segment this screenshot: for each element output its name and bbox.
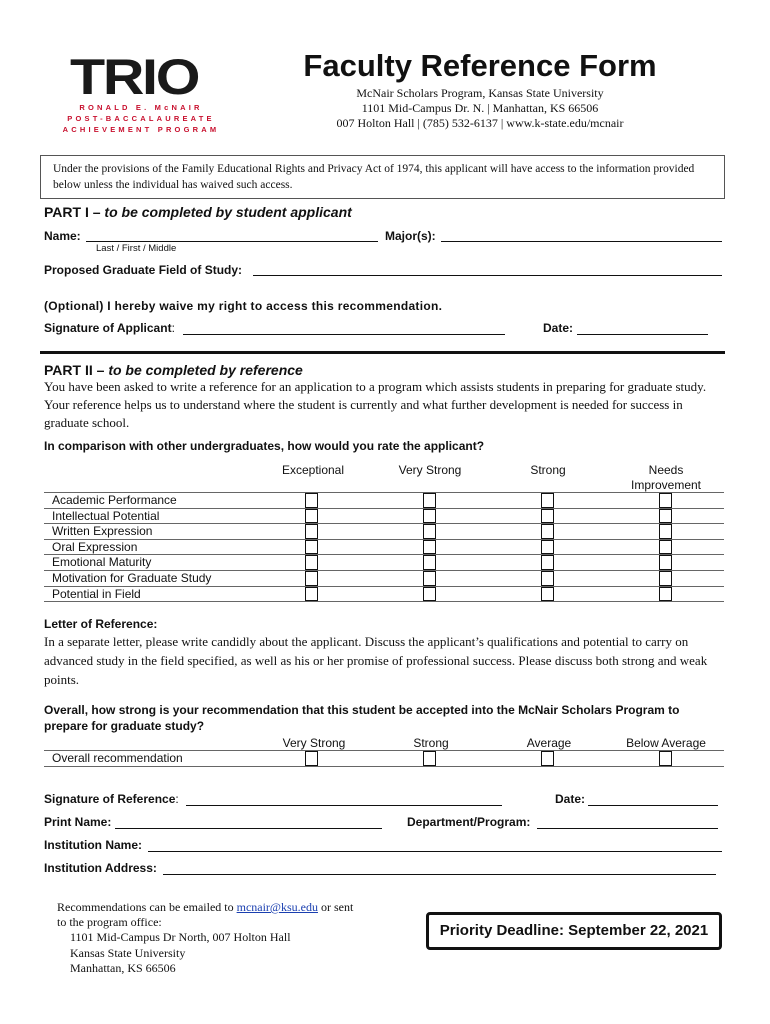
footer-address-1: 1101 Mid-Campus Dr North, 007 Holton Hall bbox=[70, 930, 291, 944]
footer-address-2: Kansas State University bbox=[70, 946, 186, 960]
rating-row-label: Emotional Maturity bbox=[52, 555, 152, 570]
institution-address-label: Institution Address: bbox=[44, 861, 157, 875]
major-field[interactable] bbox=[441, 241, 722, 242]
footer-email-line: Recommendations can be emailed to mcnair@ksu.edu or sent bbox=[57, 900, 354, 914]
rating-checkbox-very-strong[interactable] bbox=[423, 587, 436, 602]
overall-very-strong-checkbox[interactable] bbox=[305, 751, 318, 766]
logo-line-2: POST-BACCALAUREATE bbox=[67, 114, 215, 123]
rating-row-label: Motivation for Graduate Study bbox=[52, 571, 212, 585]
header-contact: 007 Holton Hall | (785) 532-6137 | www.k-state.edu/mcnair bbox=[336, 116, 624, 130]
rating-checkbox-needs-improvement[interactable] bbox=[659, 587, 672, 602]
institution-name-label: Institution Name: bbox=[44, 838, 142, 852]
overall-col-very-strong: Very Strong bbox=[282, 736, 346, 750]
rating-checkbox-strong[interactable] bbox=[541, 493, 554, 508]
rating-row-label: Written Expression bbox=[52, 524, 153, 539]
priority-deadline: Priority Deadline: September 22, 2021 bbox=[426, 912, 722, 950]
overall-col-strong: Strong bbox=[413, 736, 449, 750]
rating-checkbox-strong[interactable] bbox=[541, 540, 554, 555]
overall-row-label: Overall recommendation bbox=[52, 751, 183, 765]
rating-row-label: Oral Expression bbox=[52, 539, 138, 554]
print-name-label: Print Name: bbox=[44, 815, 112, 829]
logo-line-1: RONALD E. McNAIR bbox=[79, 103, 203, 112]
page-title: Faculty Reference Form bbox=[303, 48, 657, 83]
col-very-strong: Very Strong bbox=[398, 463, 462, 477]
logo-line-3: ACHIEVEMENT PROGRAM bbox=[62, 125, 220, 134]
applicant-date-label: Date: bbox=[543, 321, 574, 335]
name-hint: Last / First / Middle bbox=[96, 243, 177, 254]
rating-checkbox-exceptional[interactable] bbox=[305, 555, 318, 570]
department-field[interactable] bbox=[537, 828, 718, 829]
rating-checkbox-exceptional[interactable] bbox=[305, 540, 318, 555]
rating-row-line bbox=[44, 539, 724, 540]
applicant-signature-label: Signature of Applicant: bbox=[44, 321, 175, 335]
rating-checkbox-exceptional[interactable] bbox=[305, 524, 318, 539]
email-link[interactable]: mcnair@ksu.edu bbox=[236, 900, 318, 914]
rating-checkbox-strong[interactable] bbox=[541, 571, 554, 586]
rating-question: In comparison with other undergraduates, how would you rate the applicant? bbox=[44, 439, 485, 453]
footer-address-3: Manhattan, KS 66506 bbox=[70, 961, 176, 975]
header-address: 1101 Mid-Campus Dr. N. | Manhattan, KS 66506 bbox=[361, 101, 599, 115]
rating-checkbox-strong[interactable] bbox=[541, 587, 554, 602]
grad-field-input[interactable] bbox=[253, 275, 722, 276]
overall-bottom-line bbox=[44, 766, 724, 767]
part2-heading: PART II – to be completed by reference bbox=[44, 362, 303, 378]
rating-checkbox-needs-improvement[interactable] bbox=[659, 524, 672, 539]
rating-checkbox-strong[interactable] bbox=[541, 524, 554, 539]
reference-signature-label: Signature of Reference: bbox=[44, 792, 179, 806]
department-label: Department/Program: bbox=[407, 815, 531, 829]
overall-col-below-average: Below Average bbox=[626, 736, 706, 750]
footer-office-line: to the program office: bbox=[57, 915, 162, 929]
applicant-signature-field[interactable] bbox=[183, 334, 505, 335]
rating-checkbox-strong[interactable] bbox=[541, 555, 554, 570]
reference-date-field[interactable] bbox=[588, 805, 718, 806]
overall-question: Overall, how strong is your recommendation that this student be accepted into the McNair Scholars Program to prepare for graduate study? bbox=[44, 703, 680, 733]
rating-checkbox-needs-improvement[interactable] bbox=[659, 509, 672, 524]
rating-checkbox-exceptional[interactable] bbox=[305, 571, 318, 586]
part1-heading: PART I – to be completed by student applicant bbox=[44, 204, 352, 220]
major-label: Major(s): bbox=[385, 229, 436, 243]
rating-checkbox-very-strong[interactable] bbox=[423, 571, 436, 586]
ferpa-notice: Under the provisions of the Family Educational Rights and Privacy Act of 1974, this applicant will have access to the information provided below unless the individual has waived such access. bbox=[40, 155, 725, 199]
overall-average-checkbox[interactable] bbox=[541, 751, 554, 766]
reference-signature-field[interactable] bbox=[186, 805, 502, 806]
header-program: McNair Scholars Program, Kansas State University bbox=[356, 86, 604, 100]
col-exceptional: Exceptional bbox=[281, 463, 345, 477]
institution-name-field[interactable] bbox=[148, 851, 722, 852]
rating-checkbox-exceptional[interactable] bbox=[305, 587, 318, 602]
rating-checkbox-very-strong[interactable] bbox=[423, 493, 436, 508]
col-needs-improvement: Needs Improvement bbox=[630, 463, 702, 492]
col-strong: Strong bbox=[530, 463, 566, 477]
rating-checkbox-very-strong[interactable] bbox=[423, 555, 436, 570]
grad-field-label: Proposed Graduate Field of Study: bbox=[44, 263, 243, 277]
rating-row-label: Intellectual Potential bbox=[52, 508, 160, 523]
reference-date-label: Date: bbox=[555, 792, 586, 806]
rating-checkbox-needs-improvement[interactable] bbox=[659, 540, 672, 555]
rating-checkbox-strong[interactable] bbox=[541, 509, 554, 524]
section-divider bbox=[40, 351, 725, 354]
letter-heading: Letter of Reference: bbox=[44, 617, 158, 631]
waiver-text: (Optional) I hereby waive my right to access this recommendation. bbox=[44, 299, 443, 313]
rating-row-label: Academic Performance bbox=[52, 493, 177, 507]
rating-checkbox-exceptional[interactable] bbox=[305, 493, 318, 508]
name-field[interactable] bbox=[86, 241, 378, 242]
rating-row-line bbox=[44, 601, 724, 602]
rating-checkbox-needs-improvement[interactable] bbox=[659, 571, 672, 586]
overall-col-average: Average bbox=[526, 736, 572, 750]
name-label: Name: bbox=[44, 229, 81, 243]
rating-checkbox-needs-improvement[interactable] bbox=[659, 493, 672, 508]
rating-checkbox-very-strong[interactable] bbox=[423, 524, 436, 539]
overall-below-average-checkbox[interactable] bbox=[659, 751, 672, 766]
institution-address-field[interactable] bbox=[163, 874, 716, 875]
rating-checkbox-needs-improvement[interactable] bbox=[659, 555, 672, 570]
letter-instructions: In a separate letter, please write candidly about the applicant. Discuss the applicant’s qualifications and potential to carry on advanced study in the field specified, as well as his or her promise of professional success. Please discuss both strong and weak points. bbox=[44, 634, 708, 687]
overall-strong-checkbox[interactable] bbox=[423, 751, 436, 766]
part2-intro: You have been asked to write a reference for an application to a program which assists students in preparing for graduate study. Your reference helps us to understand where the student is currently and what further development is needed for success in graduate school. bbox=[44, 379, 707, 430]
applicant-date-field[interactable] bbox=[577, 334, 708, 335]
rating-checkbox-exceptional[interactable] bbox=[305, 509, 318, 524]
trio-logo: TRIO bbox=[70, 49, 199, 105]
rating-row-line bbox=[44, 586, 724, 587]
rating-checkbox-very-strong[interactable] bbox=[423, 540, 436, 555]
rating-checkbox-very-strong[interactable] bbox=[423, 509, 436, 524]
rating-row-label: Potential in Field bbox=[52, 586, 141, 601]
print-name-field[interactable] bbox=[115, 828, 382, 829]
